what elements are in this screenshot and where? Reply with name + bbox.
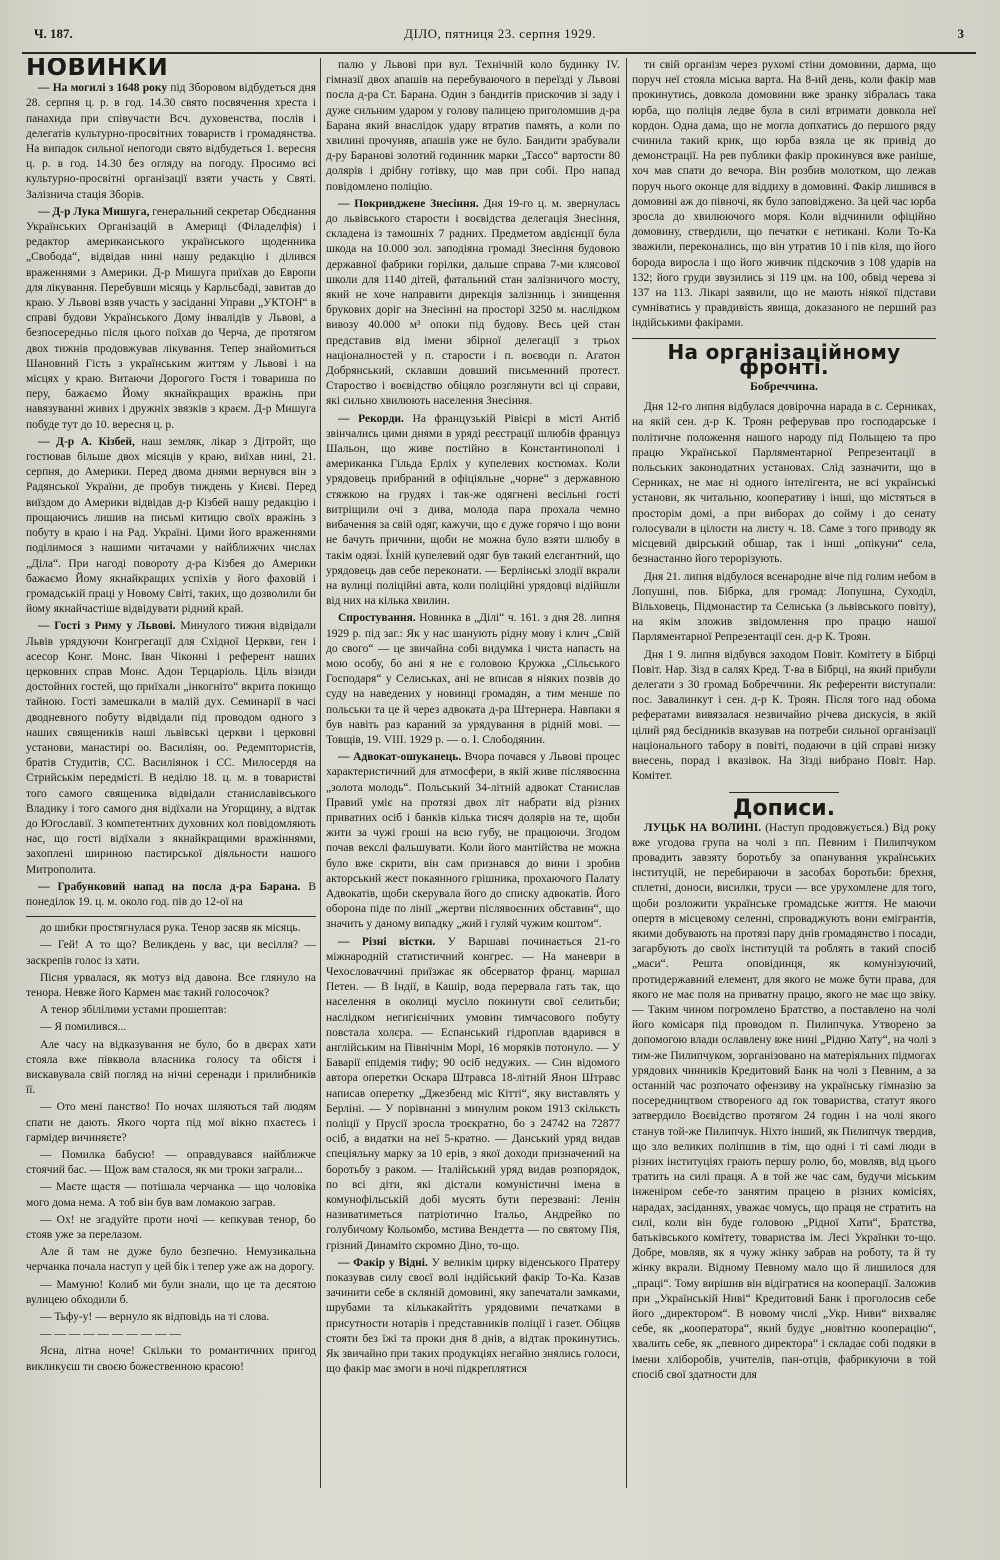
news-item-lead: — На могилі з 1648 року [38,82,168,95]
news-item-lead: Спростування. [338,612,416,625]
story-paragraph: Пісня урвалася, як мотуз від давона. Все глянуло на тенора. Невже його Кармен має такий голосочок? [26,971,316,999]
news-item-text: В понеділок 19. ц. м. около год. пів до 12-ої на [26,880,316,908]
story-paragraph: — Помилка бабусю! — оправдувався найближче стоячий бас. — Щож вам сталося, як ми троки заграли... [26,1149,316,1177]
story-paragraph: — Я помилився... [40,1021,127,1034]
news-item-text: (Наступ продовжується.) Від року вже угодова група на чолі з пп. Певним і Пилипчуком провадить завзяту боротьбу за опанування українських інституцій, не перебираючи в засобах боротьби: брехня, сплетні, доноси, висилки, труси — все урухомлене для того, щоби розложити українське громадське життя. Не маючи опертя в місцевому селенні, спроваджують вони емігрантів, якими добувають на протязі пару днів громадянство і посади, загарбують до своїх інституцій та роблять в такий спосіб „маси“. Решта оповідинця, як комунізуючий, протидержавний елемент, для якого не може бути права, для якого не має поля на приватну працю, якого не має що звіку. — Таким чином погромлено Братство, а поставлено на чолі його комісаря під проводом п. Пилипчука. Утворено за допомогою влади ославлену вже нині „Рідню Хату“, на чолі з тим-же Пилипчуком, зорганізовано на матеріяльних підмогах урядових чинників Кредитовий Банк на чолі з Певним, а за останній час розпочато офензиву на українську гімназію за посередництвом створеного ад ґок товариства, статут якого затвердило Воєвідство протягом 24 годин і на чолі якого станув той-же Пилипчук. Ніхто інший, як Пилипчук твердив, що зло великих поліпшив в тім, що одні і ті самі люди в різних інституціях грають першу ролю, бо, мовляв, від цього тратить на силі праця. А в той же час сам, будучи міським інженіром себе-то занятим працею в різних комісіях, нарадах, засіданнях, уважає чомусь, що праця не стратить на силі, коли він буде головою „Рідної Хати“, Братства, батьківського комітету, товариства ім. Лесі Українки то-що. Добре, мовляв, як я чужу жінку забрав на роботу, та й ту жінку вкрали. Відному Певному мало що й лишилося для „праці“. Тому вирішив він відігратися на кооперації. Заложив при „Українській Ниві“ Кредитовий Банк і проголосив себе його „директором“. В новому числі „Укр. Ниви“ вихваляє себе, як „кооператора“, який будує „новітню кооперацію“, хвалить себе, як „певного директора“ і складає собі подяки в імени хліборобів, учителів, пан-отців, фабрикуючи в той спосіб свої здатности для [632,821,936,1381]
news-item-lead: — Адвокат-ошуканець. [338,751,462,764]
column-2 [326,58,620,1528]
news-item [326,412,620,610]
news-item-text: наш земляк, лікар з Дітройт, що гостював більше двох місяців у краю, виїхав нині, 21. серпня, до Америки. Перед двома днями вернувся він з Радянської України, де пробув тиждень у Києві. Перед виїздом до Америки відвідав д-р Кізбей нашу редакцію і прощаючись лишив на письмі китицю своїх вражінь з побуту в краю і на Рад. Україні. Цими його враженнями поділимося з нашими читачами у найближчих числах „Діла“. При нагоді повороту д-ра Кізбея до Америки бажаємо Йому якнайкращих успіхів у його фаховій і громадській праці у Новому Світі, таких, що дозволили би йому якнайчастіше відвідувати рідний край. [26,435,316,616]
story-paragraph: А тенор збілілими устами прошептав: [40,1004,227,1017]
story-paragraph: до шибки простягнулася рука. Тенор засяв як місяць. [40,922,301,935]
news-item [26,81,316,203]
page-header [30,22,970,50]
news-item-text: палю у Львові при вул. Технічній коло будинку IV. гімназії двох апашів на перебуваючого в переїзді у Львові посла д-ра Ст. Барана. Один з бандитів прискочив зі заду і дуже сильним ударом у голову палицею приголомшив д-ра Барана який внаслідок удару втратив память, а коли по хвилині прочуняв, апашів уже не було. Бандити зрабували д-ру Баранові золотий годинник марки „Тассо“ вартости 80 долярів і дрібну готівку, що мав при собі. Про напад повідомлено поліцію. [326,59,620,193]
news-item [632,58,936,332]
news-item [632,570,936,646]
news-item-text: генеральний секретар Обєднання Українських Організацій в Америці (Філаделфія) і редактор американського українського щоденника „Свобода“, відвідав нині нашу редакцію і ділився враженнями з Америки. Д-р Мишуга приїхав до Европи для лікування. Перебувши місяць у Карльсбаді, завитав до краю. У Львові взяв участь у засіданні Управи „УКТОН“ в справі будови Українського Дому інвалідів у Львові, а безпосередньо після цього поїхав до Черча, де протягом двох тижнів продовжував лікування. Тепер знайомиться Шановний Гість з українським життям у Львові і на місцях у краю. Витаючи Дорогого Гостя і товариша по перу, бажаємо Йому якнайкращих вражінь при навязуванні живих і дружніх звязків з краєм. Д-р Мишуга побуде тут до 10. вересня ц. р. [26,205,316,431]
divider [729,792,839,793]
news-item [26,205,316,433]
story-paragraph: — Мамуню! Колиб ми були знали, що це та десятою вулицею обходили б. [26,1278,316,1306]
news-item [26,619,316,877]
news-item-text: Вчора почався у Львові процес характеристичний для атмосфери, в якій живе післявоєнна „золота молодь“. Польський 34-літній адвокат Станислав Правий уміє на протязі двох літ набрати від різних приватних осіб і банків кілька тисяч долярів на те, щоби жити за чужі гроші на всю губу, не працюючи. Згодом почав векслі фальшувати. Коли його мантійства не можна було вже скрити, він сам признався до вини і зробив акторський жест покаянного грішника, прохаючого Палату Адвокатів, щоби скерувала його до списку адвокатів. Його оборона піде по лінії „жертви післявоєнних обставин“, що значить у даному випадку „жий і гуляй чужим коштом“. [326,751,620,931]
news-item-text: Минулого тижня відвідали Львів урядуючи Конгрегації для Східної Церкви, ген і асесор Конг. Монс. Іван Чіконні і референт наших церковних справ Монс. Адон Терцаріоль. Ціль візиди достойних гостей, що приїхали „інкогніто“ вкрита покищо тайною. Гості замешкали в малій дух. Семинарії в часі дводневного побуту відвідали під проводом одного з наших священиків наші львівські церкви і церковні установи, манастирі оо. Василіян, оо. Редемптористів, братів Студитів, СС. Василіянок і СС. Милосердя на Стрийськім передмісті. В неділю 18. ц. м. в товаристві того самого священика відвідали станиславівського Владику і того самого дня відїхали на Угорщину, а відтак до Югославії. З компетентних духовних кол повідомляють нас, що гості відїхали з якнайкращими вражіннями, захоплені шириною пастирської діяльности нашого Митрополита. [26,620,316,876]
correspondence-list [632,821,936,1384]
news-item-text: Дня 19-го ц. м. звернулась до львівського старости і воєвідства делегація Знесіння, складена із тамошніх 7 радних. Предметом авдієнції була шкода на 10.000 зол. заподіяна громаді Знесіння будовою державної фабрики горілки, дальше справа 7-ми клясової школи для 1140 дітей, фатальний стан залізничого мосту, який не хоче направити дирекція залізниць і знищення брукових доріг на Знесінні на просторі 3250 м. наслідком вивозу 40.000 м³ опоки під будову. Весь цей стан представив від імени збірної делегації з трьох націоналностей у п. старости і п. воєводи п. Агатон Добрянський, склавши довший письменний протест. Староство і воєвідство обіцяло розглянути всі ці справи, які сильно хвилюють населення Знесіння. [326,197,620,408]
news-item-text: У Варшаві починається 21-го міжнародній статистичний конгрес. — На маневри в Чехословаччині приїзжає як обсерватор франц. маршал Петен. — В Індії, в Кашір, вода перервала гать так, що населення в околиці мусіло покинути свої селитьби; наслідком негигієнічних умовин тимчасового побуту повстала холєра. — Еспанський гідроплав вдарився в англійським на Північнім Морі, 16 моряків потонуло. — У Баварії епідемія тифу; 90 осіб недужих. — Син відомого автора оперетки Оскара Штравса 18-літній Янон Штравс написав оперетку „Джезбенд міс Кітті“, яку виставлять у Берліні. — У порівнанні з минулим роком 1913 скільксть поліції у Прусії зросла троєкратно, бо з 24742 на 72877 осіб, а видатки на неї 5-кратно. — Данський уряд видав спеціяльну марку за 10 ерів, з якої доходи призначений на боротьбу з раком. — Італійський уряд видав розпорядок, по всі діти, які дістали комуністичні імена в комунофільській добі мусять бути перезвані: Ленін називатиметься патріотично Італьо, Андрейко по голубичому Кольомбо, мстива Вендетта — по святому Пія, грізний Динаміто скромно Діно, то-що. [326,935,620,1252]
news-item [26,880,316,910]
news-item [26,435,316,617]
news-item [326,611,620,748]
news-item-lead: ЛУЦЬК НА ВОЛИНІ. [644,821,762,834]
story-paragraph: — Ото мені панство! По ночах шляються тай людям спати не дають. Якого чорта під мої вікно пхаєтесь і гармідер вичиняєте? [26,1101,316,1144]
news-item-text: під Зборовом відбудеться дня 28. серпня ц. р. в год. 14.30 свято посвячення хреста і панахида при співучасти Всч. духовенства, послів і делегатів культурно-просвітних товариств і громадянства. На випадок сильної непогоди свято відбудеться 1. вересня ц. р. в год. 14.30 без огляду на погоду. Просимо всі культурно-просвітні організації взяти участь у Святі. Залізнича стація Зборів. [26,82,316,201]
news-item [326,1256,620,1378]
news-item [326,935,620,1254]
news-list [632,58,936,332]
news-item [326,750,620,932]
news-item [632,400,936,567]
news-item-text: Дня 21. липня відбулося всенародне віче під голим небом в Лопушні, пов. Бібрка, для громад: Лопушна, Суходіл, Вільховець, Підмонастир та Селиська (з львівського повіту), на якім зложив звідомлення про працю нашої Парляментарної Репрезентації сен. д-р К. Троян. [632,570,936,644]
news-item-lead: — Гості з Риму у Львові. [38,620,176,633]
story-paragraph: Але часу на відказування не було, бо в двєрах хати стояла вже півквола власника голосу та обістя і вискавувала свій погляд на нічні серенади і прилибників її. [26,1038,316,1097]
column-1 [26,58,316,1478]
news-item [632,648,936,785]
news-item-text: У великім цирку віденського Пратеру показував силу своєї волі індійський факір То-Ка. Казав зачинити себе в скляній домовині, яку запечатали замками, шрубами та кількакайтіть урядовими печатками в присутности нотарів і представників поліції і газет. Обіцяв стояти без їжі та проки дня 8 днів, а відтак прокинутись. Як звичайно при таких продукціях негайно знялись голоси, що факір має змоги в ночі підкреплятися [326,1256,620,1376]
news-item-lead: — Д-р А. Кізбей, [38,435,135,448]
page-number: 3 [957,26,964,41]
news-item [632,821,936,1384]
news-item-text: Дня 1 9. липня відбувся заходом Повіт. Комітету в Бібрці Повіт. Нар. Зізд в салях Кред. Т-ва в Бібрці, на який прибули делегати з 30 громад Бобреччини. Як референти виступали: пос. Завалинкут і сен. д-р К. Троян. Після того над обома рефератами вивязалася незвичайно річева дискусія, в якій цілий ряд бесідників вказував на потреби сильної організації національного табору в повіті, подаючи в цій справі низку внесень, порад і вказівок. На Зізді вибрано Повіт. Нар. Комітет. [632,648,936,783]
news-item-lead: — Факір у Відні. [338,1256,428,1269]
news-item [326,58,620,195]
news-item-text: На французькій Рівієрі в місті Антіб звінчались цими днями в уряді реєстрації шлюбів француз Шальон, що живе постійно в Константинополі і американка Гільда Ерліх у купелевих костюмах. Коли урядовець прибраний в офіціяльне „чорне“ з державною стяжкою на грудях і так-же одягнені весільні гості витріщили очі з дива, молода пара прохала чемно вибачення за свій одяг, кажучи, що є дуже горячо і що вони не бачуть причини, щоби не можна було взяти шлюбу в такім одязі. Їхній купелевий одяг був такий елєгантний, що урядовець дав себе переконати. — Берлінські злодії вкрали на вулиці поліційні авта, коли поліційні урядовці відійшли від них на кілька хвилин. [326,412,620,608]
news-item-text: Дня 12-го липня відбулася довірочна нарада в с. Серниках, на якій сен. д-р К. Троян реферував про господарське і політичне положення нашого народу під Польщею та про працю Української Парляментарної Репрезентації в польських законодатних установах. Слід зазначити, що в Серниках, не має ні одного інтелігента, не всі українські установи, як читальню, кооперативу і інші, що містяться в просторім домі, а при виборах до сойму і до сенату голосували в цілости на листу ч. 18. Саме з того приводу як місцевий двірський обшар, так і інші „опікуни“ села, безнастанно його терорізують. [632,401,936,566]
column-3 [632,58,936,1528]
column-divider [626,58,627,1488]
news-item-text: Новинка в „Ділі“ ч. 161. з дня 28. липня 1929 р. під заг.: Як у нас шанують рідну мову і клич „Свій до свого“ — це звичайна собі видумка і чиста напасть на мою особу, бо ані я не є головою Кружка „Сільського Господаря“ у Селиськах, ані не вписав я ніяких позвів до суду на наведених у новинці громадян, а тим менше по польськи та це й через адвоката д-ра Штернера. Навпаки я був навіть раз караний за урядування в рідній мові. — Товщів, 19. VIII. 1929 р. — о. І. Слободянин. [326,612,620,746]
news-item-lead: — Рекорди. [338,412,404,425]
section-title-news: НОВИНКИ [26,58,169,81]
news-item-lead: — Покривджене Знесіння. [338,197,479,210]
story-paragraph: — Ох! не згадуйте проти ночі — кепкував тенор, бо стояв уже за перелазом. [26,1213,316,1242]
section-subtitle: Бобреччина. [750,379,818,394]
section-title-correspondence: Дописи. [732,796,836,822]
feuilleton-story [26,916,316,1375]
story-paragraph: Але й там не дуже було безпечно. Немузикальна черчанка почала наступ у цей бік і тепер уже аж на дорогу. [26,1246,316,1274]
org-reports [632,400,936,784]
masthead: ДІЛО, пятниця 23. серпня 1929. [404,26,596,41]
story-paragraph: Ясна, літна ноче! Скільки то романтичних пригод викликуєш ти своєю божественною красою! [26,1345,316,1373]
issue-number: Ч. 187. [34,26,73,41]
story-paragraph: — Тьфу-у! — вернуло як відповідь на ті слова. [40,1311,270,1324]
news-list [26,81,316,910]
column-divider [320,58,321,1488]
header-rule [22,52,976,54]
news-item [326,197,620,410]
news-item-lead: — Грабунковий напад на посла д-ра Барана. [38,880,301,893]
news-item-text: ти свій організм через рухомі стіни домовини, дарма, що поруч неї стояла міська варта. На 8-ий день, коли факір мав прокинутись, довкола домовини вже зранку зібралась така юрба, що поліція ледве була в силі втримати довкола неї кордон. Одна дама, що не могла допхатись до першого ряду счинила такий крик, що юрба взяла це як привід до демонстрації. На рев публики факір прокинувся вже раніше, хоч мав спати до вечора. Він розбив молотком, що лежав поруч нього оконце для віддиху в домовині. Факір лишився в домовині аж до півночі, як було заповіджено. За цей час юрба зросла до хвилюючого моря. Коли відчинили офіційно домовину, ствердили, що печатки є нетикані. Коли То-Ка зважили, переконались, що він утратив 10 і пів кіля, що його борода виросла і що його живчик підскочив з 108 ударів на 132; його груди звузились зі 119 цм. на 100, обвід черева зі 137 на 113. Лікарі заявили, що не мають ніякої підстави сумніватись у правдивість явища, доказаного не перший раз індійськими факірами. [632,59,936,330]
news-item-lead: — Д-р Лука Мишуга, [38,205,150,218]
story-paragraph: — Гей! А то що? Великдень у вас, ци весілля? — заскрепів голос із хати. [26,939,316,967]
story-paragraph: — Маєте щастя — потішала черчанка — що чоловіка мого дома нема. А тоб він був вам ломакою заграв. [26,1181,316,1209]
section-title-org-front: На організаційному фронті. [667,339,901,379]
news-item-lead: — Різні вістки. [338,935,436,948]
divider [632,338,936,339]
news-list [326,58,620,1377]
story-paragraph: — — — — — — — — — — [40,1328,181,1341]
